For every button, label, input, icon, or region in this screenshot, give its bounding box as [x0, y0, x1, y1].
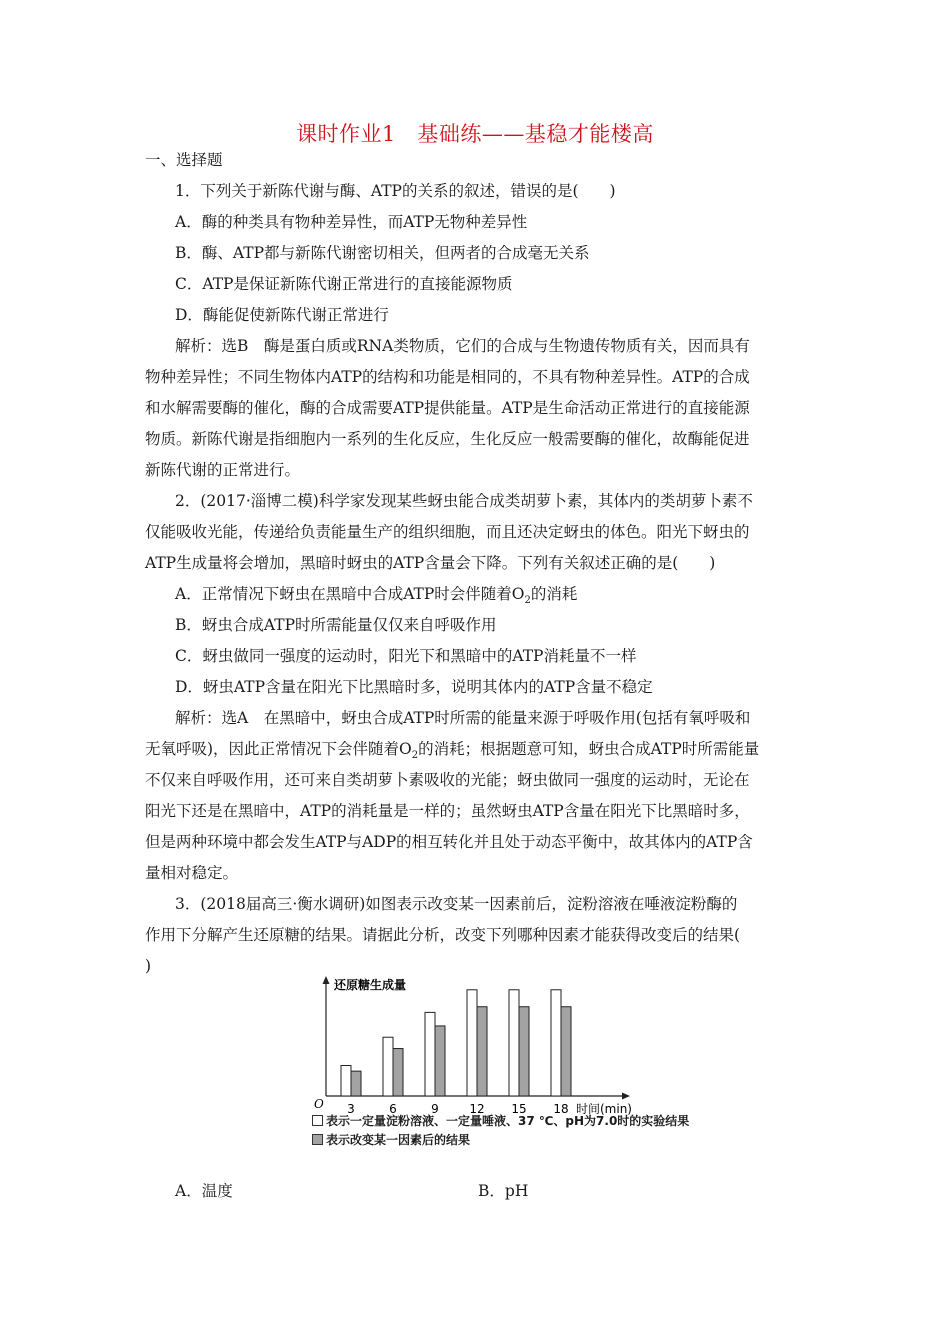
- legend-swatch-white: [312, 1115, 323, 1126]
- q3-stem-line: 作用下分解产生还原糖的结果。请据此分析，改变下列哪种因素才能获得改变后的结果(: [145, 926, 741, 944]
- q1-option-b: B．酶、ATP都与新陈代谢密切相关，但两者的合成毫无关系: [175, 244, 590, 262]
- q2-analysis-line: 无氧呼吸)，因此正常情况下会伴随着$O_2$的消耗；根据题意可知，蚜虫合成ATP时所需能量: [145, 740, 760, 762]
- bar-chart: [300, 968, 650, 1118]
- origin-label: O: [314, 1097, 324, 1111]
- x-tick-label: 9: [431, 1102, 439, 1116]
- q2-analysis-line: 解析：选A 在黑暗中，蚜虫合成ATP时所需的能量来源于呼吸作用(包括有氧呼吸和: [175, 709, 751, 727]
- section-heading: 一、选择题: [145, 151, 223, 169]
- legend-swatch-gray: [312, 1134, 323, 1145]
- legend-item-baseline: 表示一定量淀粉溶液、一定量唾液、37 ℃、pH为7.0时的实验结果: [312, 1112, 689, 1129]
- q1-analysis-line: 新陈代谢的正常进行。: [145, 461, 301, 479]
- q1-option-c: C．ATP是保证新陈代谢正常进行的直接能源物质: [175, 275, 513, 293]
- x-tick-label: 15: [511, 1102, 527, 1116]
- y-axis-arrow: [323, 976, 330, 984]
- q2-option-a: A．正常情况下蚜虫在黑暗中合成ATP时会伴随着$O_2$的消耗: [175, 585, 578, 607]
- legend-item-changed: 表示改变某一因素后的结果: [312, 1131, 470, 1148]
- bar-changed: [477, 1007, 487, 1096]
- x-axis-label: 时间(min): [576, 1102, 632, 1116]
- bar-baseline: [467, 990, 477, 1096]
- q3-stem-line: ): [145, 957, 152, 975]
- bar-changed: [393, 1049, 403, 1096]
- x-tick-label: 12: [469, 1102, 485, 1116]
- bar-baseline: [551, 990, 561, 1096]
- q2-option-b: B．蚜虫合成ATP时所需能量仅仅来自呼吸作用: [175, 616, 497, 634]
- q2-analysis-line: 但是两种环境中都会发生ATP与ADP的相互转化并且处于动态平衡中，故其体内的ATP含: [145, 833, 753, 851]
- q3-option-a: A．温度: [175, 1182, 233, 1200]
- q1-analysis-line: 物种差异性；不同生物体内ATP的结构和功能是相同的，不具有物种差异性。ATP的合成: [145, 368, 750, 386]
- q3-option-b: B．pH: [478, 1182, 529, 1200]
- q2-stem-line: 2．(2017·淄博二模)科学家发现某些蚜虫能合成类胡萝卜素，其体内的类胡萝卜素不: [175, 492, 753, 510]
- q1-analysis-line: 物质。新陈代谢是指细胞内一系列的生化反应，生化反应一般需要酶的催化，故酶能促进: [145, 430, 750, 448]
- bar-baseline: [383, 1037, 393, 1096]
- bar-baseline: [509, 990, 519, 1096]
- bar-changed: [519, 1007, 529, 1096]
- x-axis-arrow: [622, 1093, 630, 1100]
- q2-stem-line: ATP生成量将会增加，黑暗时蚜虫的ATP含量会下降。下列有关叙述正确的是( ): [145, 554, 716, 572]
- page-title: 课时作业1 基础练——基稳才能楼高: [296, 122, 654, 146]
- q2-analysis-line: 量相对稳定。: [145, 864, 239, 882]
- bar-changed: [435, 1026, 445, 1096]
- q1-analysis-line: 和水解需要酶的催化，酶的合成需要ATP提供能量。ATP是生命活动正常进行的直接能源: [145, 399, 750, 417]
- bar-baseline: [425, 1012, 435, 1096]
- q1-stem: 1．下列关于新陈代谢与酶、ATP的关系的叙述，错误的是( ): [175, 182, 616, 200]
- bar-changed: [351, 1071, 361, 1096]
- y-axis-label: 还原糖生成量: [334, 978, 407, 992]
- q2-analysis-line: 阳光下还是在黑暗中，ATP的消耗量是一样的；虽然蚜虫ATP含量在阳光下比黑暗时多，: [145, 802, 750, 820]
- q2-stem-line: 仅能吸收光能，传递给负责能量生产的组织细胞，而且还决定蚜虫的体色。阳光下蚜虫的: [145, 523, 750, 541]
- bar-baseline: [341, 1065, 351, 1096]
- q3-stem-line: 3．(2018届高三·衡水调研)如图表示改变某一因素前后，淀粉溶液在唾液淀粉酶的: [175, 895, 738, 913]
- q1-option-d: D．酶能促使新陈代谢正常进行: [175, 306, 389, 324]
- q1-option-a: A．酶的种类具有物种差异性，而ATP无物种差异性: [175, 213, 528, 231]
- x-tick-label: 3: [347, 1102, 355, 1116]
- q2-option-c: C．蚜虫做同一强度的运动时，阳光下和黑暗中的ATP消耗量不一样: [175, 647, 637, 665]
- q2-analysis-line: 不仅来自呼吸作用，还可来自类胡萝卜素吸收的光能；蚜虫做同一强度的运动时，无论在: [145, 771, 750, 789]
- x-tick-label: 18: [553, 1102, 569, 1116]
- q1-analysis-line: 解析：选B 酶是蛋白质或RNA类物质，它们的合成与生物遗传物质有关，因而具有: [175, 337, 750, 355]
- x-tick-label: 6: [389, 1102, 397, 1116]
- bar-changed: [561, 1007, 571, 1096]
- q2-option-d: D．蚜虫ATP含量在阳光下比黑暗时多，说明其体内的ATP含量不稳定: [175, 678, 653, 696]
